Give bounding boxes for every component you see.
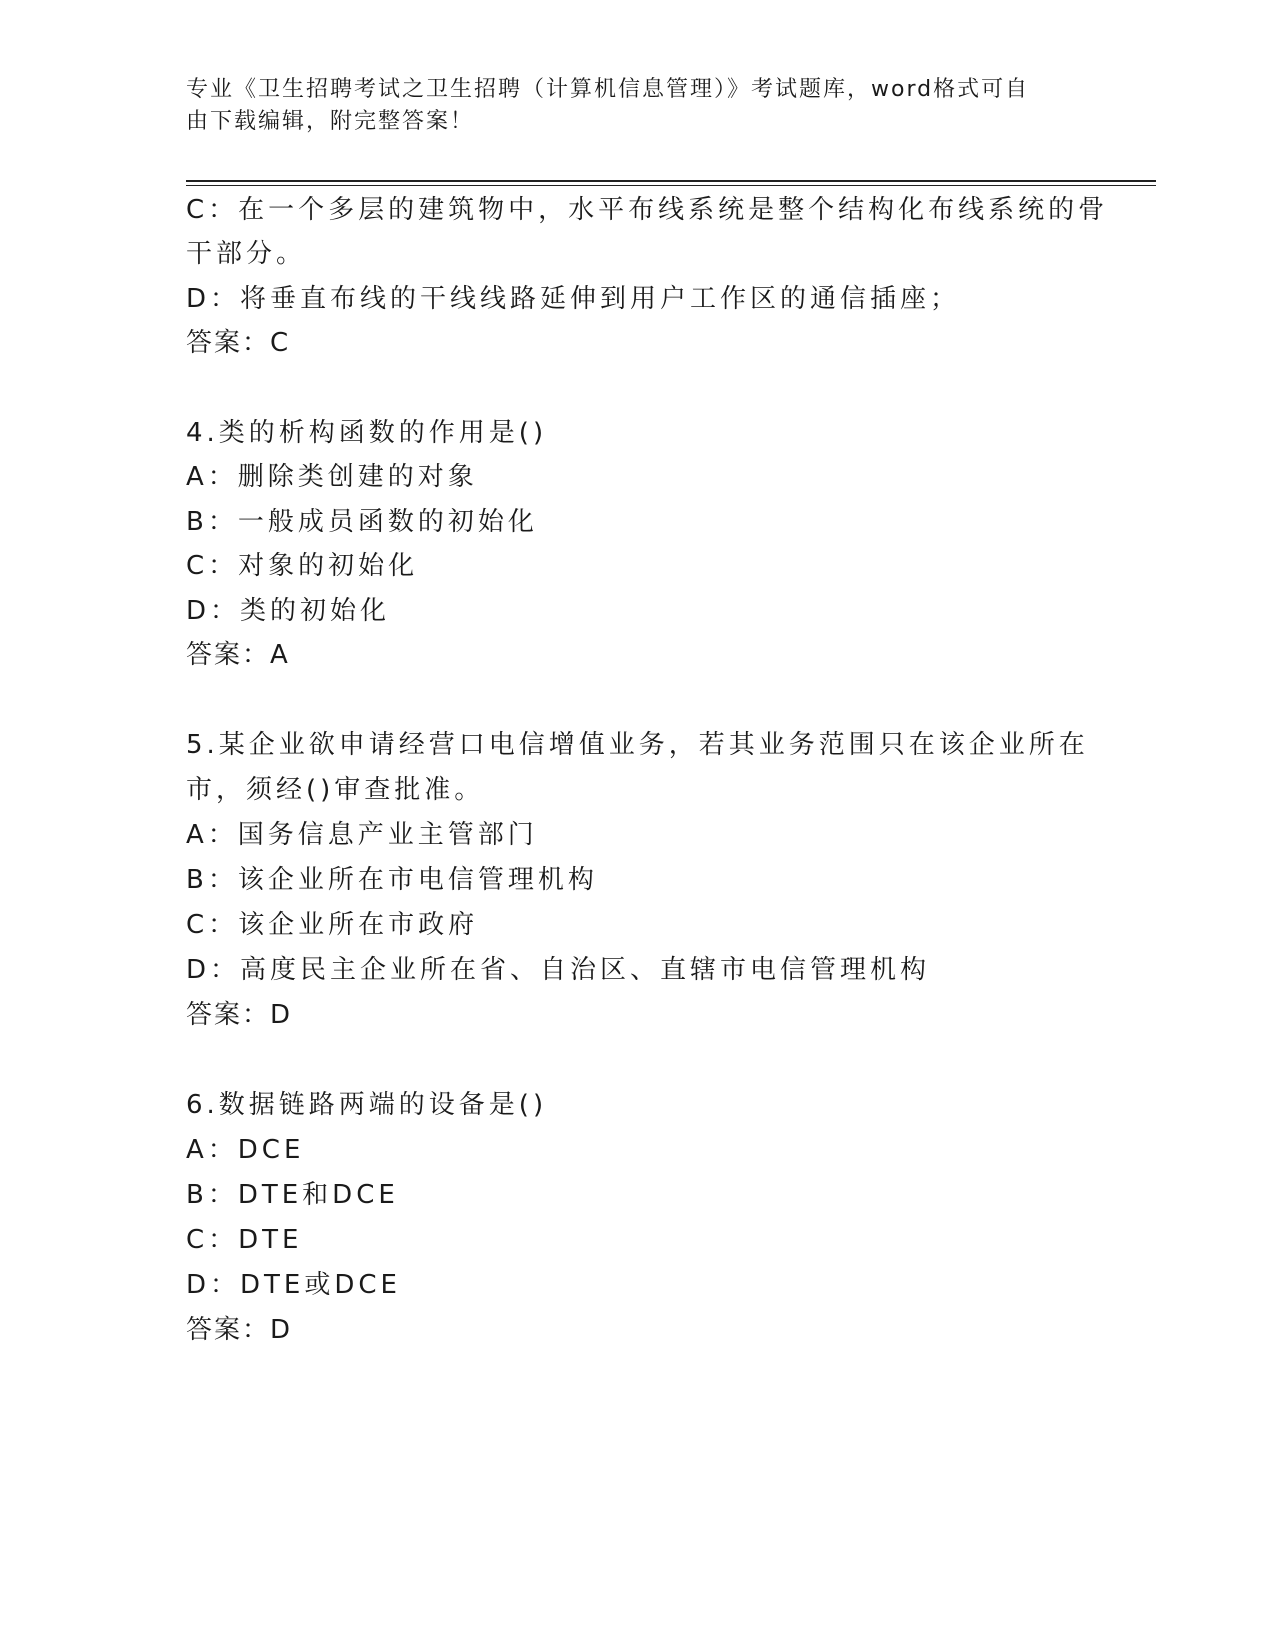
- q4-option-b: B：一般成员函数的初始化: [186, 507, 538, 537]
- q5-option-d: D：高度民主企业所在省、自治区、直辖市电信管理机构: [186, 955, 931, 985]
- q5-option-b: B：该企业所在市电信管理机构: [186, 865, 598, 895]
- q5-question-line-2: 市，须经()审查批准。: [186, 775, 485, 805]
- q5-option-a: A：国务信息产业主管部门: [186, 820, 538, 850]
- q3-option-c-line-1: C：在一个多层的建筑物中，水平布线系统是整个结构化布线系统的骨: [186, 195, 1109, 225]
- q4-option-c: C：对象的初始化: [186, 551, 419, 581]
- q6-option-c: C：DTE: [186, 1225, 303, 1255]
- q6-question: 6.数据链路两端的设备是(): [186, 1090, 548, 1120]
- header-line-2: 由下载编辑，附完整答案！: [186, 109, 475, 134]
- header-divider-thick: [186, 180, 1156, 182]
- q4-option-d: D：类的初始化: [186, 596, 391, 626]
- header-line-1: 专业《卫生招聘考试之卫生招聘（计算机信息管理）》考试题库，word格式可自: [186, 77, 1030, 102]
- q6-option-a: A：DCE: [186, 1135, 305, 1165]
- q4-question: 4.类的析构函数的作用是(): [186, 418, 548, 448]
- q4-answer: 答案：A: [186, 640, 290, 670]
- q5-question-line-1: 5.某企业欲申请经营口电信增值业务，若其业务范围只在该企业所在: [186, 730, 1089, 760]
- q3-option-d: D：将垂直布线的干线线路延伸到用户工作区的通信插座；: [186, 284, 961, 314]
- q6-option-d: D：DTE或DCE: [186, 1270, 401, 1300]
- q3-answer: 答案：C: [186, 328, 291, 358]
- q4-option-a: A：删除类创建的对象: [186, 462, 478, 492]
- q5-option-c: C：该企业所在市政府: [186, 910, 479, 940]
- q6-answer: 答案：D: [186, 1315, 293, 1345]
- document-header: [186, 74, 1076, 138]
- q3-option-c-line-2: 干部分。: [186, 239, 307, 269]
- q6-option-b: B：DTE和DCE: [186, 1180, 399, 1210]
- q5-answer: 答案：D: [186, 1000, 293, 1030]
- header-divider-thin: [186, 185, 1156, 186]
